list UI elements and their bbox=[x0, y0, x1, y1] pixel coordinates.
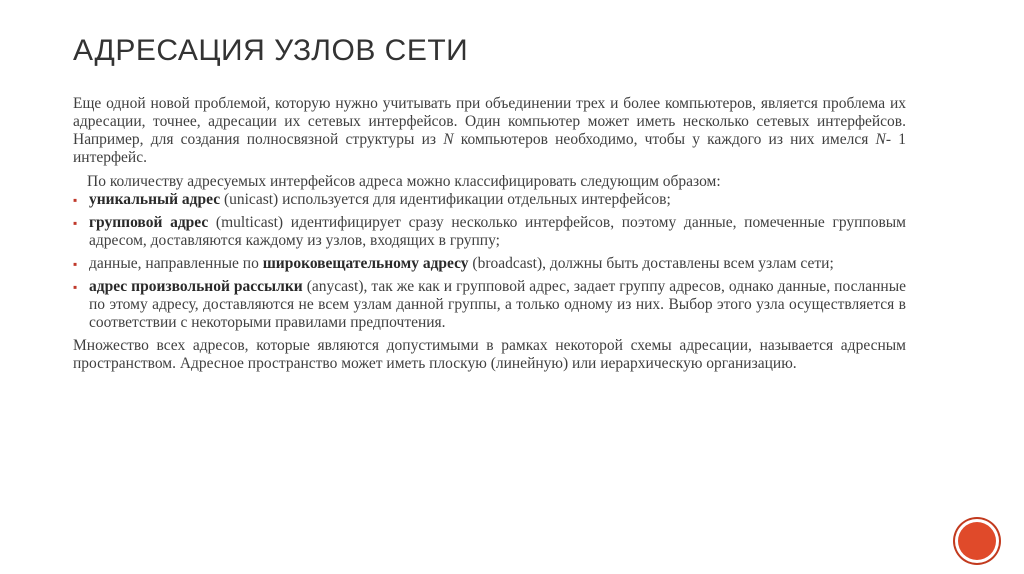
text-run: компьютеров необходимо, чтобы у каждого из них имелся bbox=[453, 131, 876, 148]
variable-n: N bbox=[875, 131, 886, 148]
list-item-unicast bbox=[73, 191, 906, 209]
classification-intro: По количеству адресуемых интерфейсов адреса можно классифицировать следующим образом: bbox=[87, 173, 721, 190]
term: адрес произвольной рассылки bbox=[89, 278, 303, 295]
paragraph-address-space: Множество всех адресов, которые являются допустимыми в рамках некоторой схемы адресации, называется адресным пространством. Адресное пространство может иметь плоскую (линейную) или иерархическую организацию. bbox=[73, 337, 906, 372]
term: широковещательному адресу bbox=[262, 255, 469, 272]
term: групповой адрес bbox=[89, 214, 209, 231]
text-run: (broadcast), должны быть доставлены всем узлам сети; bbox=[468, 255, 834, 272]
list-item-multicast bbox=[73, 214, 906, 250]
bullet-icon: ▪ bbox=[73, 216, 78, 230]
slide-body bbox=[73, 95, 906, 373]
list-item-anycast bbox=[73, 278, 906, 332]
text-run: - 1 интерфейс. bbox=[73, 131, 906, 166]
bullet-icon: ▪ bbox=[73, 193, 78, 207]
text-run: (multicast) идентифицирует сразу несколько интерфейсов, поэтому данные, помеченные групповым адресом, доставляются каждому из узлов, входящих в группу; bbox=[89, 214, 906, 249]
slide-decoration-circle-icon bbox=[958, 522, 996, 560]
slide-title: АДРЕСАЦИЯ УЗЛОВ СЕТИ bbox=[73, 34, 469, 67]
variable-n: N bbox=[443, 131, 454, 148]
term: уникальный адрес bbox=[89, 191, 221, 208]
text-run: данные, направленные по bbox=[89, 255, 263, 272]
text-run: (unicast) используется для идентификации отдельных интерфейсов; bbox=[220, 191, 671, 208]
bullet-icon: ▪ bbox=[73, 280, 78, 294]
address-types-list bbox=[73, 191, 906, 332]
paragraph-intro bbox=[73, 95, 906, 167]
text-run: Еще одной новой проблемой, которую нужно учитывать при объединении трех и более компьютеров, является проблема их адресации, точнее, адресации их сетевых интерфейсов. Один компьютер может иметь несколько сетевых интерфейсов. Например, для создания полносвязной структуры из bbox=[73, 95, 906, 148]
text-run: (anycast), так же как и групповой адрес, задает группу адресов, однако данные, посланные по этому адресу, доставляются не всем узлам данной группы, а только одному из них. Выбор этого узла осуществляется в соответствии с некоторыми правилами предпочтения. bbox=[89, 278, 906, 331]
bullet-icon: ▪ bbox=[73, 257, 78, 271]
list-item-broadcast bbox=[73, 255, 906, 273]
